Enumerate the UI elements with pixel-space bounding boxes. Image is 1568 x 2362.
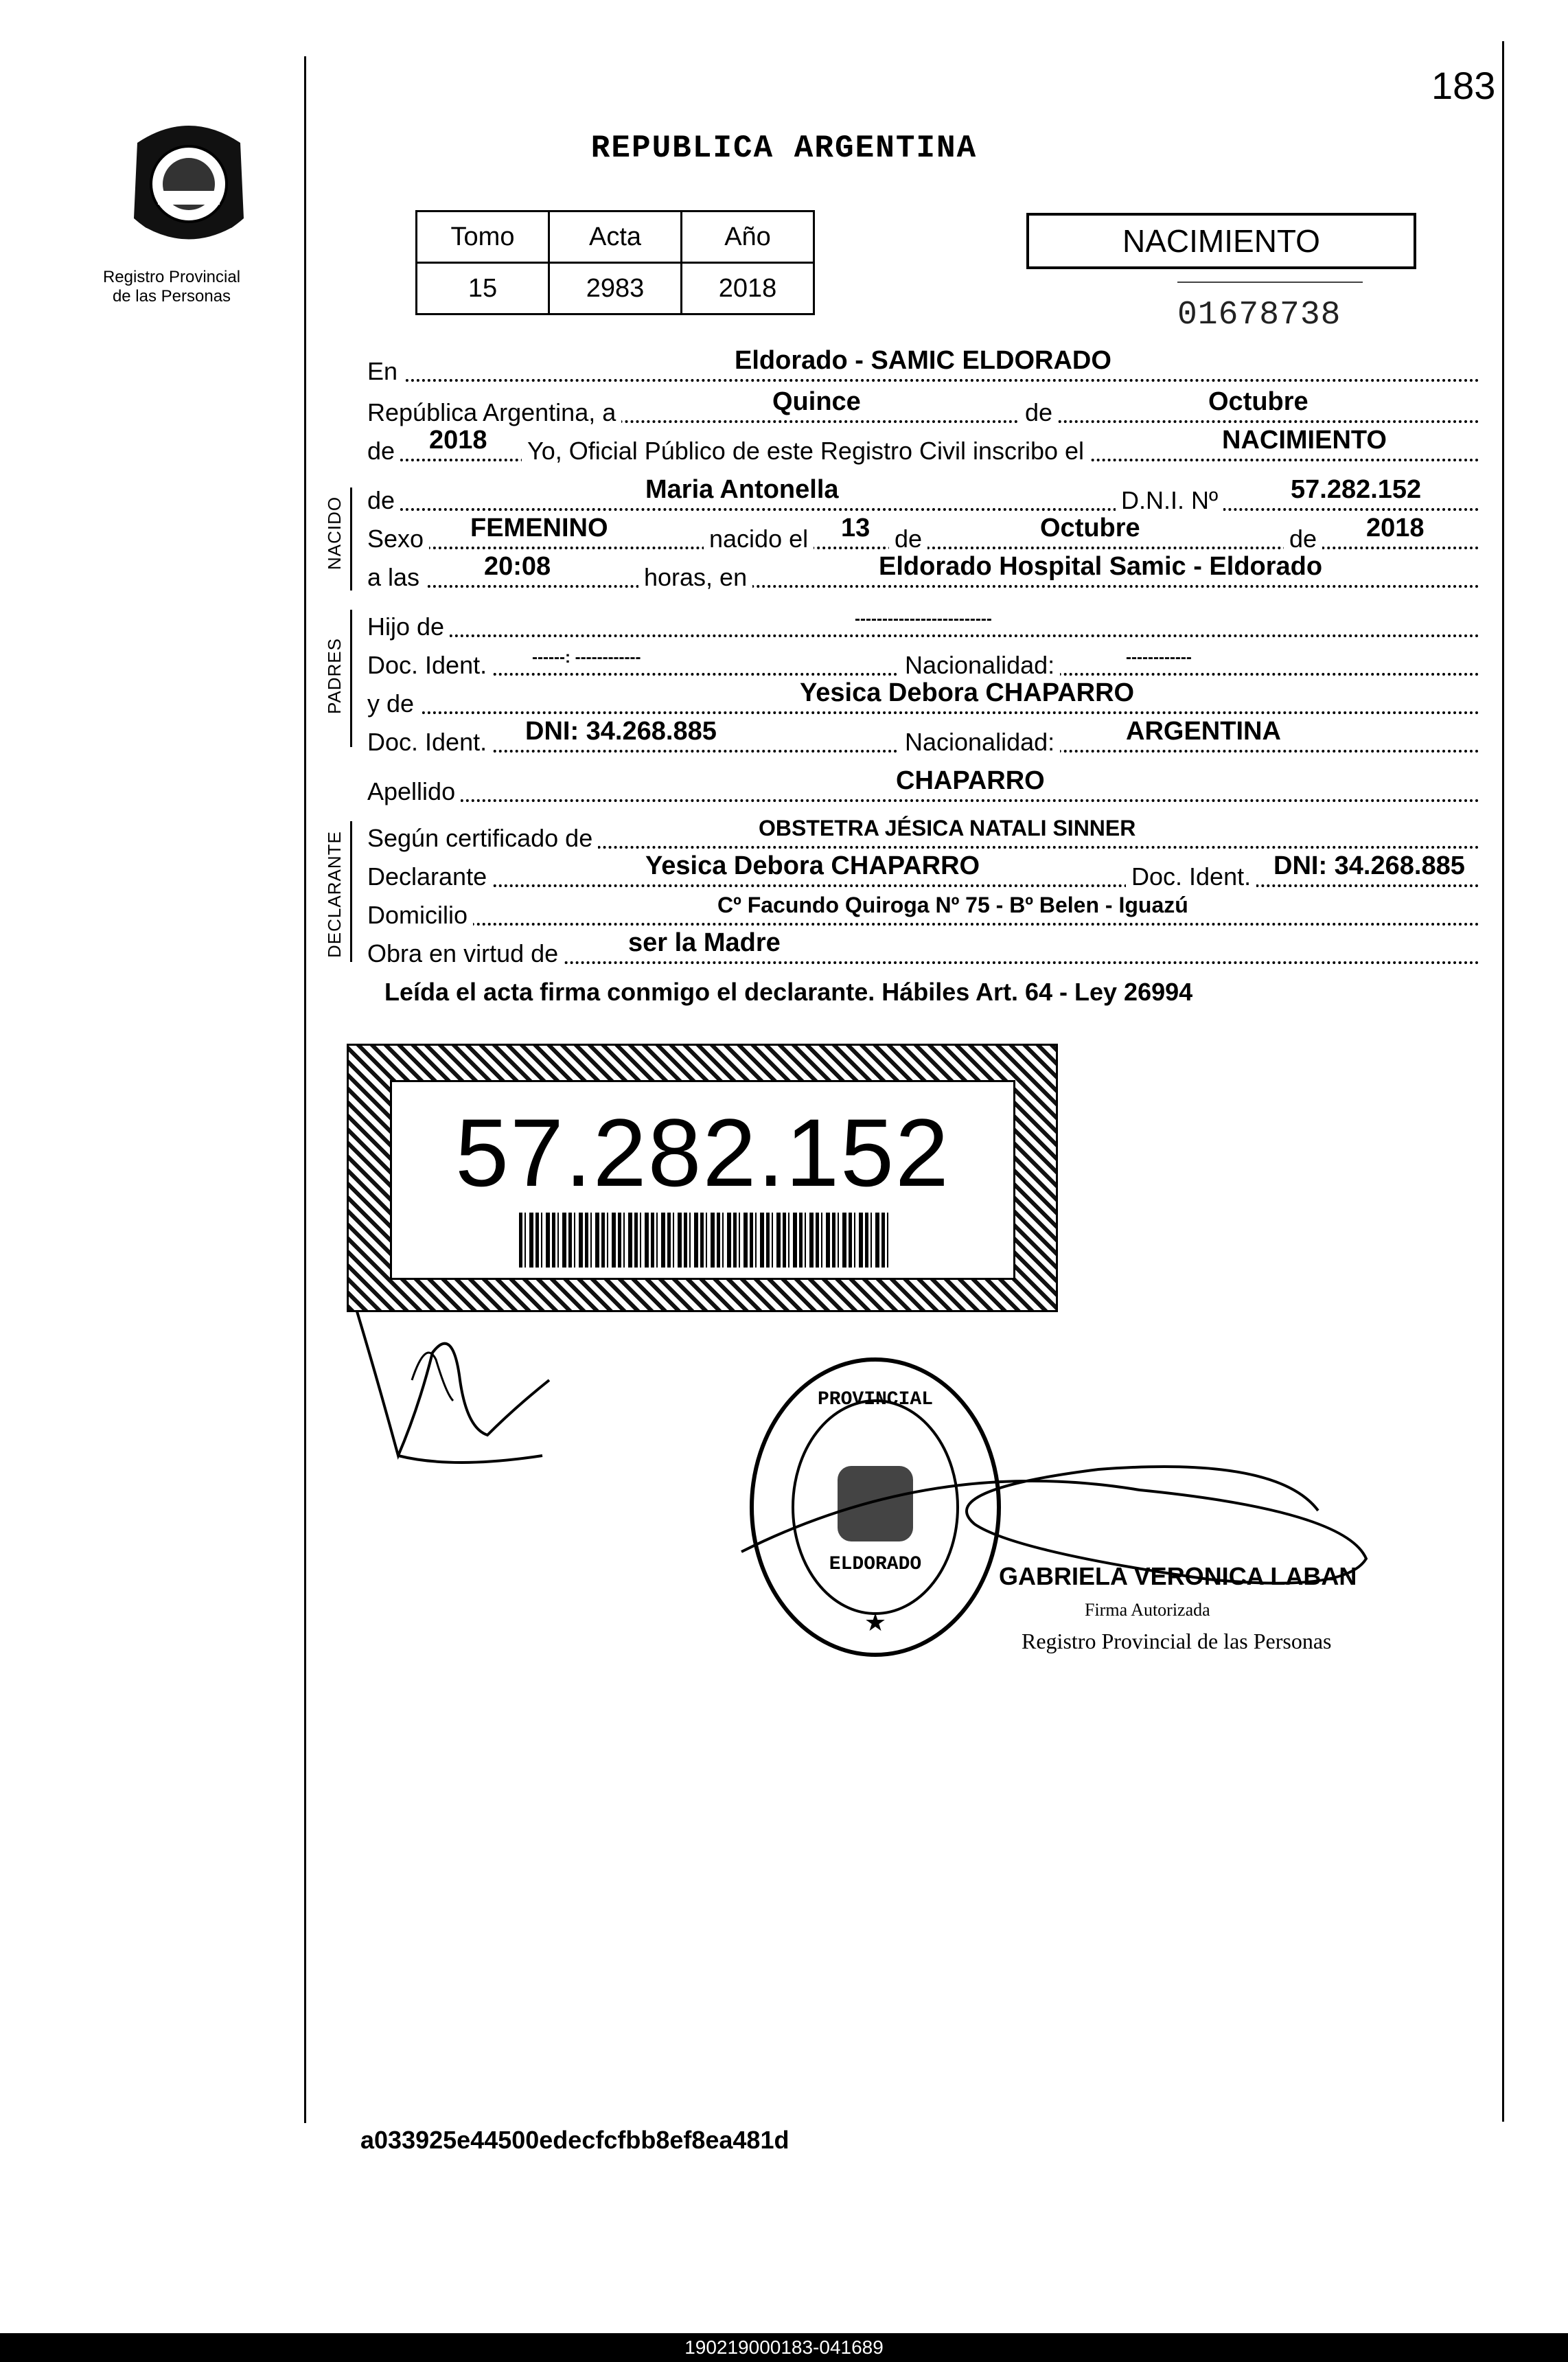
row-madre-doc: Doc. Ident. DNI: 34.268.885 Nacionalidad: ARGENTINA bbox=[367, 714, 1479, 755]
row-nacido-name: de Maria Antonella D.N.I. Nº 57.282.152 bbox=[367, 472, 1479, 514]
mother-doc: DNI: 34.268.885 bbox=[525, 717, 717, 746]
birth-day: 13 bbox=[841, 514, 871, 542]
date-year: 2018 bbox=[429, 426, 487, 455]
table-header: Acta bbox=[549, 211, 682, 263]
place-value: Eldorado - SAMIC ELDORADO bbox=[735, 346, 1111, 375]
declarant-signature bbox=[316, 1298, 590, 1524]
row-padre-doc: Doc. Ident. ------: ------------ Nacionalidad: ------------ bbox=[367, 637, 1479, 678]
birth-month: Octubre bbox=[1040, 514, 1140, 542]
row-hijo-de: Hijo de ------------------------- bbox=[367, 599, 1479, 640]
table-cell: 2983 bbox=[549, 263, 682, 314]
closing-statement: Leída el acta firma conmigo el declarante. Hábiles Art. 64 - Ley 26994 bbox=[384, 978, 1193, 1006]
padres-bracket bbox=[350, 610, 352, 747]
signatory-role: Firma Autorizada bbox=[1085, 1600, 1210, 1620]
document-hash: a033925e44500edecfcfbb8ef8ea481d bbox=[360, 2126, 789, 2154]
table-header: Tomo bbox=[417, 211, 549, 263]
row-place: En Eldorado - SAMIC ELDORADO bbox=[367, 343, 1479, 385]
row-segun: Según certificado de OBSTETRA JÉSICA NATALI SINNER bbox=[367, 810, 1479, 851]
mother-name: Yesica Debora CHAPARRO bbox=[800, 678, 1135, 707]
act-type-box: NACIMIENTO bbox=[1026, 213, 1416, 269]
side-label-padres: PADRES bbox=[324, 638, 345, 714]
father-name: ------------------------- bbox=[855, 610, 992, 628]
row-nacido-sexo: Sexo FEMENINO nacido el 13 de Octubre de 2018 bbox=[367, 511, 1479, 552]
row-domicilio: Domicilio Cº Facundo Quiroga Nº 75 - Bº Belen - Iguazú bbox=[367, 887, 1479, 928]
document-title: REPUBLICA ARGENTINA bbox=[590, 130, 978, 166]
side-label-declarante: DECLARANTE bbox=[324, 831, 345, 958]
row-y-de: y de Yesica Debora CHAPARRO bbox=[367, 676, 1479, 717]
row-date: República Argentina, a Quince de Octubre bbox=[367, 385, 1479, 426]
row-obra: Obra en virtud de ser la Madre bbox=[367, 926, 1479, 967]
row-apellido: Apellido CHAPARRO bbox=[367, 764, 1479, 805]
registry-table bbox=[415, 210, 815, 315]
row-year: de 2018 Yo, Oficial Público de este Registro Civil inscribo el NACIMIENTO bbox=[367, 423, 1479, 464]
father-doc: ------: ------------ bbox=[532, 648, 641, 667]
date-month: Octubre bbox=[1208, 387, 1308, 416]
footer-code: 190219000183-041689 bbox=[0, 2333, 1568, 2362]
declarant-role: ser la Madre bbox=[628, 928, 781, 957]
birth-time: 20:08 bbox=[484, 552, 551, 581]
side-label-nacido: NACIDO bbox=[324, 496, 345, 570]
certificate-issuer: OBSTETRA JÉSICA NATALI SINNER bbox=[759, 816, 1136, 840]
birth-place: Eldorado Hospital Samic - Eldorado bbox=[879, 552, 1323, 581]
father-nationality: ------------ bbox=[1126, 648, 1192, 667]
nacido-bracket bbox=[350, 488, 352, 590]
child-sex: FEMENINO bbox=[470, 514, 608, 542]
table-cell: 15 bbox=[417, 263, 549, 314]
declarant-doc: DNI: 34.268.885 bbox=[1273, 851, 1465, 880]
right-margin-line bbox=[1502, 41, 1504, 2122]
dni-sticker bbox=[347, 1044, 1058, 1312]
table-cell: 2018 bbox=[682, 263, 814, 314]
child-name: Maria Antonella bbox=[645, 475, 839, 504]
table-header: Año bbox=[682, 211, 814, 263]
serial-number: 01678738 bbox=[1177, 297, 1341, 334]
mother-nationality: ARGENTINA bbox=[1126, 717, 1281, 746]
signatory-org: Registro Provincial de las Personas bbox=[1022, 1629, 1332, 1653]
child-dni: 57.282.152 bbox=[1291, 475, 1422, 504]
surname: CHAPARRO bbox=[896, 766, 1045, 795]
row-declarante: Declarante Yesica Debora CHAPARRO Doc. Ident. DNI: 34.268.885 bbox=[367, 849, 1479, 890]
date-day: Quince bbox=[772, 387, 861, 416]
serial-line bbox=[1177, 282, 1363, 283]
signatory-name: GABRIELA VERONICA LABAN bbox=[999, 1562, 1357, 1590]
authorized-signature bbox=[728, 1428, 1387, 1634]
declarante-bracket bbox=[350, 821, 352, 962]
dni-sticker-number: 57.282.152 bbox=[455, 1099, 950, 1206]
row-nacido-hora: a las 20:08 horas, en Eldorado Hospital Samic - Eldorado bbox=[367, 549, 1479, 590]
page-number: 183 bbox=[1431, 64, 1496, 107]
svg-text:ELDORADO: ELDORADO bbox=[829, 1554, 922, 1575]
declarant-address: Cº Facundo Quiroga Nº 75 - Bº Belen - Iguazú bbox=[717, 893, 1188, 917]
left-margin-line bbox=[304, 56, 306, 2123]
barcode bbox=[519, 1213, 890, 1268]
birth-year: 2018 bbox=[1366, 514, 1425, 542]
svg-text:PROVINCIAL: PROVINCIAL bbox=[817, 1389, 934, 1410]
declarant-name: Yesica Debora CHAPARRO bbox=[645, 851, 980, 880]
act-inscribed: NACIMIENTO bbox=[1222, 426, 1387, 455]
logo-caption: Registro Provincial de las Personas bbox=[102, 268, 241, 306]
svg-text:★: ★ bbox=[864, 1608, 887, 1636]
